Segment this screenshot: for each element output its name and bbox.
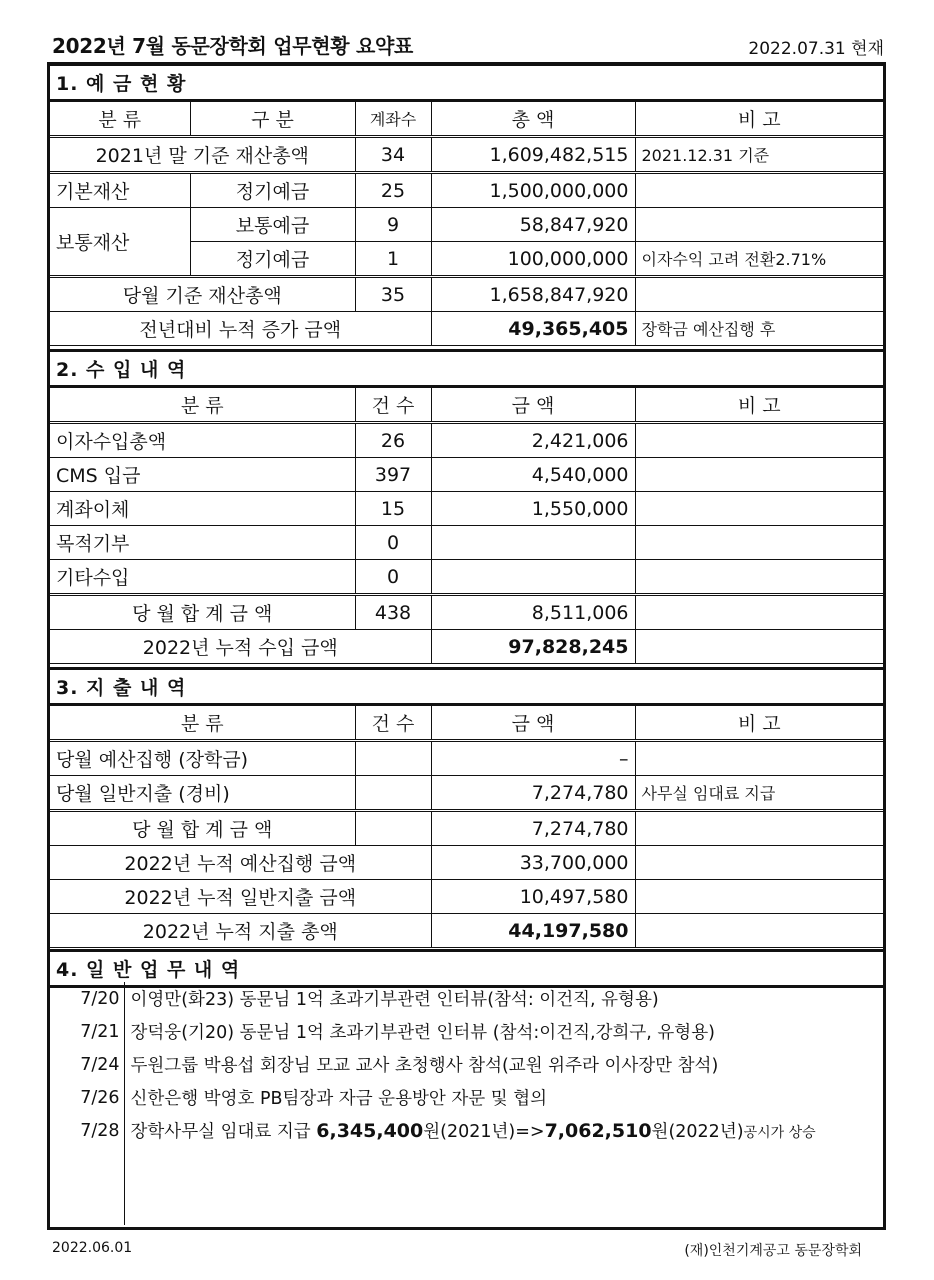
col-header-note: 비 고 (635, 705, 883, 741)
section-title-expense: 3. 지 출 내 역 (50, 669, 883, 705)
table-row: 2022년 누적 지출 총액 44,197,580 (50, 914, 883, 948)
col-header-count: 건 수 (355, 387, 431, 423)
col-header-category: 분 류 (50, 101, 190, 137)
table-row: 기본재산 정기예금 25 1,500,000,000 (50, 173, 883, 208)
section-title-income: 2. 수 입 내 역 (50, 351, 883, 387)
col-header-category: 분 류 (50, 387, 355, 423)
col-header-note: 비 고 (635, 101, 883, 137)
list-item: 7/21 장덕웅(기20) 동문님 1억 초과기부관련 인터뷰 (참석:이건직,강희구, 유형용) (50, 1015, 883, 1048)
deposit-table (50, 65, 883, 346)
table-row: 전년대비 누적 증가 금액 49,365,405 장학금 예산집행 후 (50, 312, 883, 346)
table-row: 계좌이체 15 1,550,000 (50, 492, 883, 526)
col-header-count: 건 수 (355, 705, 431, 741)
table-row: 당 월 합 계 금 액 438 8,511,006 (50, 595, 883, 630)
table-row: 당 월 합 계 금 액 7,274,780 (50, 811, 883, 846)
footer-date: 2022.06.01 (52, 1240, 133, 1256)
col-header-total: 총 액 (431, 101, 635, 137)
section-title-deposits: 1. 예 금 현 황 (50, 66, 883, 101)
col-header-note: 비 고 (635, 387, 883, 423)
table-row: 이자수입총액 26 2,421,006 (50, 423, 883, 458)
report-date: 2022.07.31 현재 (748, 39, 884, 59)
table-row: CMS 입금 397 4,540,000 (50, 458, 883, 492)
table-row: 2021년 말 기준 재산총액 34 1,609,482,515 2021.12.31 기준 (50, 137, 883, 173)
table-row: 당월 예산집행 (장학금) – (50, 741, 883, 776)
document-title: 2022년 7월 동문장학회 업무현황 요약표 (52, 34, 414, 58)
col-header-division: 구 분 (190, 101, 355, 137)
table-row: 당월 일반지출 (경비) 7,274,780 사무실 임대료 지급 (50, 776, 883, 811)
income-table (50, 349, 883, 664)
table-row: 2022년 누적 수입 금액 97,828,245 (50, 630, 883, 664)
section-title-general: 4. 일 반 업 무 내 역 (50, 951, 883, 987)
table-row: 2022년 누적 일반지출 금액 10,497,580 (50, 880, 883, 914)
list-item: 7/26 신한은행 박영호 PB팀장과 자금 운용방안 자문 및 협의 (50, 1081, 883, 1114)
general-work-table (50, 982, 883, 1225)
col-header-amount: 금 액 (431, 387, 635, 423)
list-item: 7/24 두원그룹 박용섭 회장님 모교 교사 초청행사 참석(교원 위주라 이사장만 참석) (50, 1048, 883, 1081)
table-row: 기타수입 0 (50, 560, 883, 595)
col-header-amount: 금 액 (431, 705, 635, 741)
table-row: 목적기부 0 (50, 526, 883, 560)
col-header-accounts: 계좌수 (355, 101, 431, 137)
list-item: 7/20 이영만(화23) 동문님 1억 초과기부관련 인터뷰(참석: 이건직, 유형용) (50, 982, 883, 1015)
table-row: 보통재산 보통예금 9 58,847,920 (50, 208, 883, 242)
table-row: 정기예금 1 100,000,000 이자수익 고려 전환2.71% (50, 242, 883, 277)
expense-table (50, 667, 883, 948)
footer-organization: (재)인천기계공고 동문장학회 (684, 1243, 862, 1259)
table-row: 2022년 누적 예산집행 금액 33,700,000 (50, 846, 883, 880)
col-header-category: 분 류 (50, 705, 355, 741)
table-row: 당월 기준 재산총액 35 1,658,847,920 (50, 277, 883, 312)
list-item: 7/28 장학사무실 임대료 지급 6,345,400원(2021년)=>7,062,510원(2022년)공시가 상승 (50, 1114, 883, 1147)
